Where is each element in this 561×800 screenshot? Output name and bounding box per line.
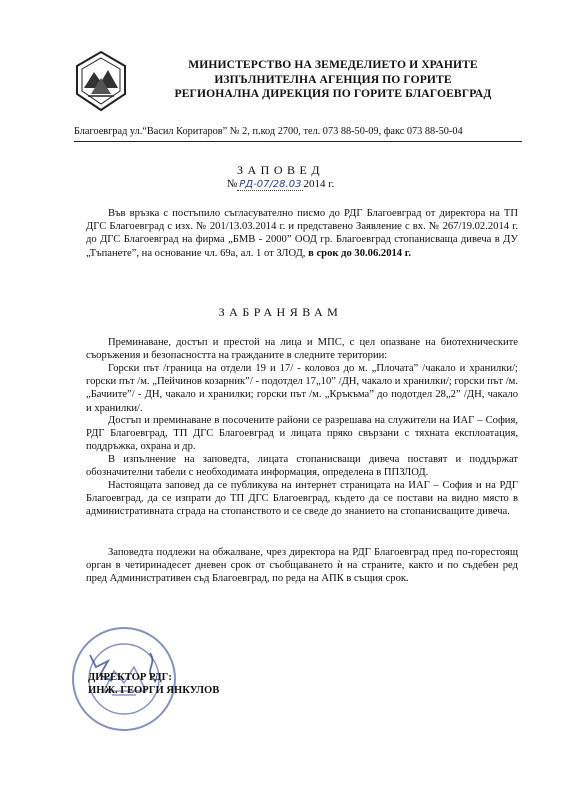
agency-name: ИЗПЪЛНИТЕЛНА АГЕНЦИЯ ПО ГОРИТЕ (214, 72, 452, 86)
header-divider (74, 141, 522, 142)
paragraph-text: Достъп и преминаване в посочените райони се разрешава на служители на ИАГ – София, РДГ Благоевград, ТП ДГС Благоевград и лицата пряко свързани с тяхната експлоатация, поддръжка, охрана и др. (86, 415, 518, 453)
intro-text: Във връзка с постъпило съгласувателно писмо до РДГ Благоевград от директора на ТП ДГС Благоевград с изх. № 201/13.03.2014 г. и представено Заявление с вх. № 267/19.02.2014 г. до ДГС Благоевград на фирма „БМВ - 2000” ООД гр. Благоевград стопанисваща дивеча в ДУ „Тъпанете”, на основание чл. 69а, ал. 1 от ЗЛОД, (86, 208, 518, 259)
paragraph-signs (86, 453, 518, 479)
signature-block (88, 671, 219, 697)
ministry-name: МИНИСТЕРСТВО НА ЗЕМЕДЕЛИЕТО И ХРАНИТЕ (188, 58, 478, 71)
handwritten-order-number: РД-07/28.03 (239, 179, 302, 190)
paragraph-roads (86, 362, 518, 415)
deadline-text: в срок до 30.06.2014 г. (308, 247, 412, 259)
paragraph-text: Настоящата заповед да се публикува на интернет страницата на ИАГ – София и на РДГ Благоевград, да се изпрати до ТП ДГС Благоевград, където да се постави на видно място в административната сграда на стопанството и се сведе до знанието на стопанисващите дивеча. (86, 480, 518, 518)
paragraph-text: Заповедта подлежи на обжалване, чрез директора на РДГ Благоевград пред по-горестоящ орган в четиринадесет дневен срок от съобщаването ѝ на страните, както и по съдебен ред пред Административен съд Благоевград, по реда на АПК в същия срок. (86, 547, 518, 585)
prohibit-title: ЗАБРАНЯВАМ (218, 305, 343, 319)
signature-title: ДИРЕКТОР РДГ: (88, 672, 172, 683)
paragraph-appeal (86, 546, 518, 586)
forestry-agency-logo-icon (74, 50, 128, 112)
institution-header (138, 58, 528, 102)
paragraph-access (86, 414, 518, 454)
paragraph-publication (86, 479, 518, 519)
order-number-line (0, 178, 561, 190)
address-line: Благоевград ул.“Васил Коритаров” № 2, п.код 2700, тел. 073 88-50-09, факс 073 88-50-04 (74, 126, 463, 137)
order-year: 2014 г. (303, 178, 335, 190)
paragraph-text: Преминаване, достъп и престой на лица и МПС, с цел опазване на биотехническите съоръжения и безопасността на гражданите в следните територии: (86, 337, 518, 362)
paragraph-text: Горски път /граница на отдели 19 и 17/ - коловоз до м. „Плочата” /чакало и хранилки/; горски път /м. „Пейчинов козарник”/ - подотдел 17„10” /ДН, чакало и хранилки/; горски път /м. „Бачиите”/ - ДН, чакало и хранилки; горски път /м. „Кръкъма” до подотдел 28„2” /ДН, чакало и хранилки/. (86, 363, 518, 414)
intro-paragraph (86, 207, 518, 260)
paragraph-text: В изпълнение на заповедта, лицата стопанисващи дивеча поставят и поддържат обозначителни табели с необходимата информация, определена в ППЗЛОД. (86, 454, 518, 479)
document-title: ЗАПОВЕД (236, 163, 325, 177)
signature-name: ИНЖ. ГЕОРГИ ЯНКУЛОВ (88, 685, 220, 696)
number-prefix: № (226, 178, 238, 190)
directorate-name: РЕГИОНАЛНА ДИРЕКЦИЯ ПО ГОРИТЕ БЛАГОЕВГРАД (174, 87, 492, 100)
paragraph-territories (86, 336, 518, 362)
